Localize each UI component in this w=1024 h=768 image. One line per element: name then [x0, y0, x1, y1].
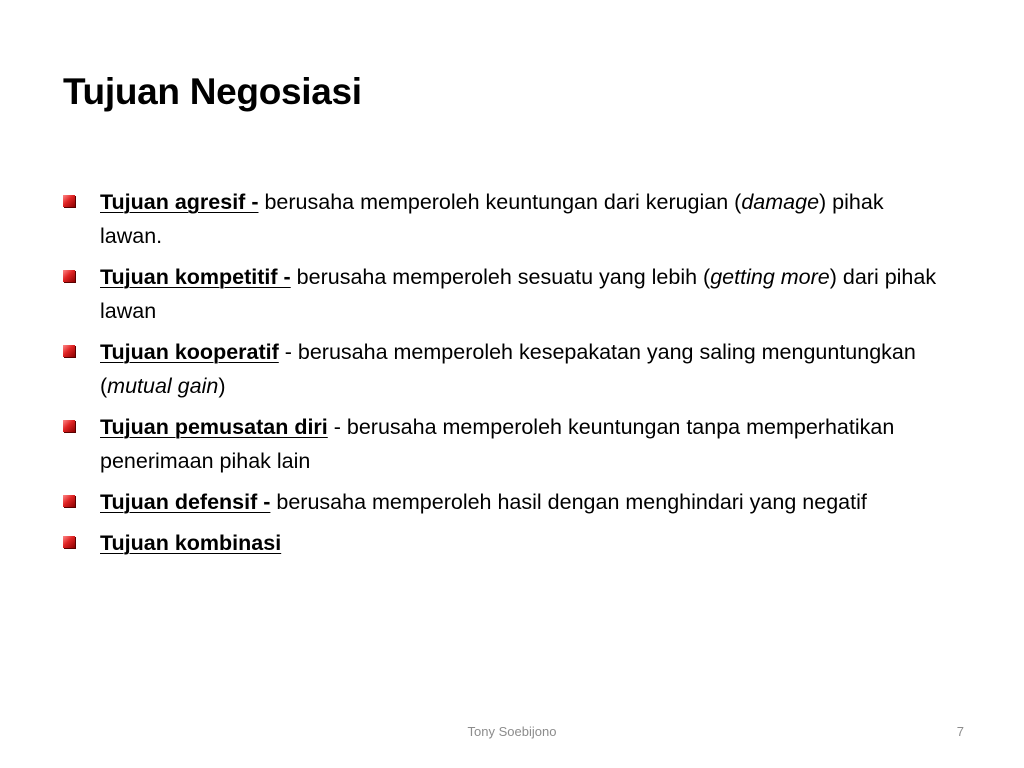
- page-number: 7: [956, 724, 964, 739]
- bullet-term: Tujuan kombinasi: [100, 531, 282, 555]
- slide-title: Tujuan Negosiasi: [63, 71, 362, 112]
- square-bullet-icon: [63, 495, 75, 507]
- square-bullet-icon: [63, 420, 75, 432]
- square-bullet-icon: [63, 536, 75, 548]
- bullet-term: Tujuan agresif -: [100, 190, 259, 214]
- bullet-italic: mutual gain: [107, 374, 219, 398]
- bullet-item: [63, 335, 943, 403]
- bullet-term: Tujuan kompetitif -: [100, 265, 291, 289]
- bullet-text: - berusaha memperoleh keuntungan tanpa memperhatikan penerimaan pihak lain: [100, 415, 895, 473]
- bullet-term: Tujuan kooperatif: [100, 340, 279, 364]
- bullet-text: berusaha memperoleh sesuatu yang lebih (: [290, 265, 711, 289]
- bullet-item: [63, 485, 943, 519]
- footer-author: Tony Soebijono: [467, 724, 557, 739]
- bullet-term: Tujuan pemusatan diri: [100, 415, 328, 439]
- square-bullet-icon: [63, 345, 75, 357]
- bullet-italic: damage: [741, 190, 820, 214]
- bullet-text: berusaha memperoleh keuntungan dari kerugian (: [258, 190, 742, 214]
- bullet-item: [63, 185, 943, 253]
- bullet-italic: getting more: [710, 265, 830, 289]
- bullet-text: - berusaha memperoleh kesepakatan yang saling menguntungkan (: [100, 340, 916, 398]
- bullet-text: berusaha memperoleh hasil dengan menghindari yang negatif: [270, 490, 867, 514]
- bullet-term: Tujuan defensif -: [100, 490, 271, 514]
- bullet-list: [63, 185, 943, 567]
- bullet-item: [63, 260, 943, 328]
- bullet-text-end: ): [218, 374, 226, 398]
- square-bullet-icon: [63, 195, 75, 207]
- square-bullet-icon: [63, 270, 75, 282]
- bullet-text-end: ) pihak lawan.: [100, 190, 884, 248]
- bullet-text-end: ) dari pihak lawan: [100, 265, 937, 323]
- bullet-item: [63, 526, 943, 560]
- bullet-item: [63, 410, 943, 478]
